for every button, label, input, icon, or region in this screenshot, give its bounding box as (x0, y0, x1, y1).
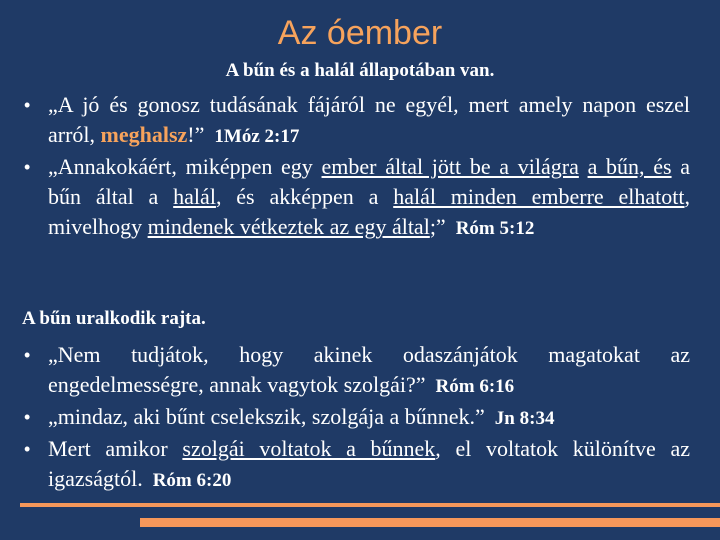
quote-text (579, 154, 588, 179)
underlined-text: halál minden emberre elhatott (393, 184, 685, 209)
quote-text: a bűn által a (48, 154, 691, 209)
underlined-text: mindenek vétkeztek az egy által (147, 214, 430, 239)
quote-text: „A jó és gonosz tudásának fájáról ne egyél, mert amely napon eszel arról, (48, 92, 690, 147)
list-item (22, 90, 690, 152)
bullet-list-2 (22, 340, 690, 496)
section-heading: A bűn uralkodik rajta. (22, 308, 206, 329)
underlined-text: halál (173, 184, 216, 209)
underlined-text: a bűn, és (587, 154, 672, 179)
underlined-text: szolgái voltatok a bűnnek (182, 436, 436, 461)
decorative-bar (140, 518, 720, 527)
bullet-icon: • (24, 95, 31, 115)
list-item (22, 340, 690, 402)
emphasized-word: meghalsz (100, 122, 188, 147)
quote-text: Mert amikor (48, 436, 183, 461)
quote-text: !” (187, 122, 205, 147)
decorative-bar (20, 503, 720, 507)
quote-text: , mivelhogy (48, 184, 691, 239)
list-item (22, 402, 690, 434)
quote-text: „Nem tudjátok, hogy akinek odaszánjátok magatokat az engedelmességre, annak vagytok szolgái?” (48, 342, 690, 397)
bullet-icon: • (24, 439, 31, 459)
scripture-reference: Róm 6:16 (435, 376, 515, 397)
scripture-reference: Jn 8:34 (494, 408, 555, 429)
list-item (22, 152, 690, 244)
quote-text: „mindaz, aki bűnt cselekszik, szolgája a bűnnek.” (48, 404, 485, 429)
underlined-text: ember által jött be a világra (321, 154, 579, 179)
quote-text: , el voltatok különítve az igazságtól. (48, 436, 691, 491)
bullet-icon: • (24, 345, 31, 365)
slide-subtitle: A bűn és a halál állapotában van. (225, 60, 495, 81)
scripture-reference: 1Móz 2:17 (214, 126, 300, 147)
list-item (22, 434, 690, 496)
bullet-icon: • (24, 157, 31, 177)
scripture-reference: Róm 6:20 (152, 470, 232, 491)
bullet-icon: • (24, 407, 31, 427)
bullet-list-1 (22, 90, 690, 244)
quote-text: , és akképpen a (215, 184, 394, 209)
quote-text: „Annakokáért, miképpen egy (48, 154, 322, 179)
slide-title: Az óember (277, 14, 443, 52)
quote-text: ;” (429, 214, 446, 239)
scripture-reference: Róm 5:12 (455, 218, 535, 239)
